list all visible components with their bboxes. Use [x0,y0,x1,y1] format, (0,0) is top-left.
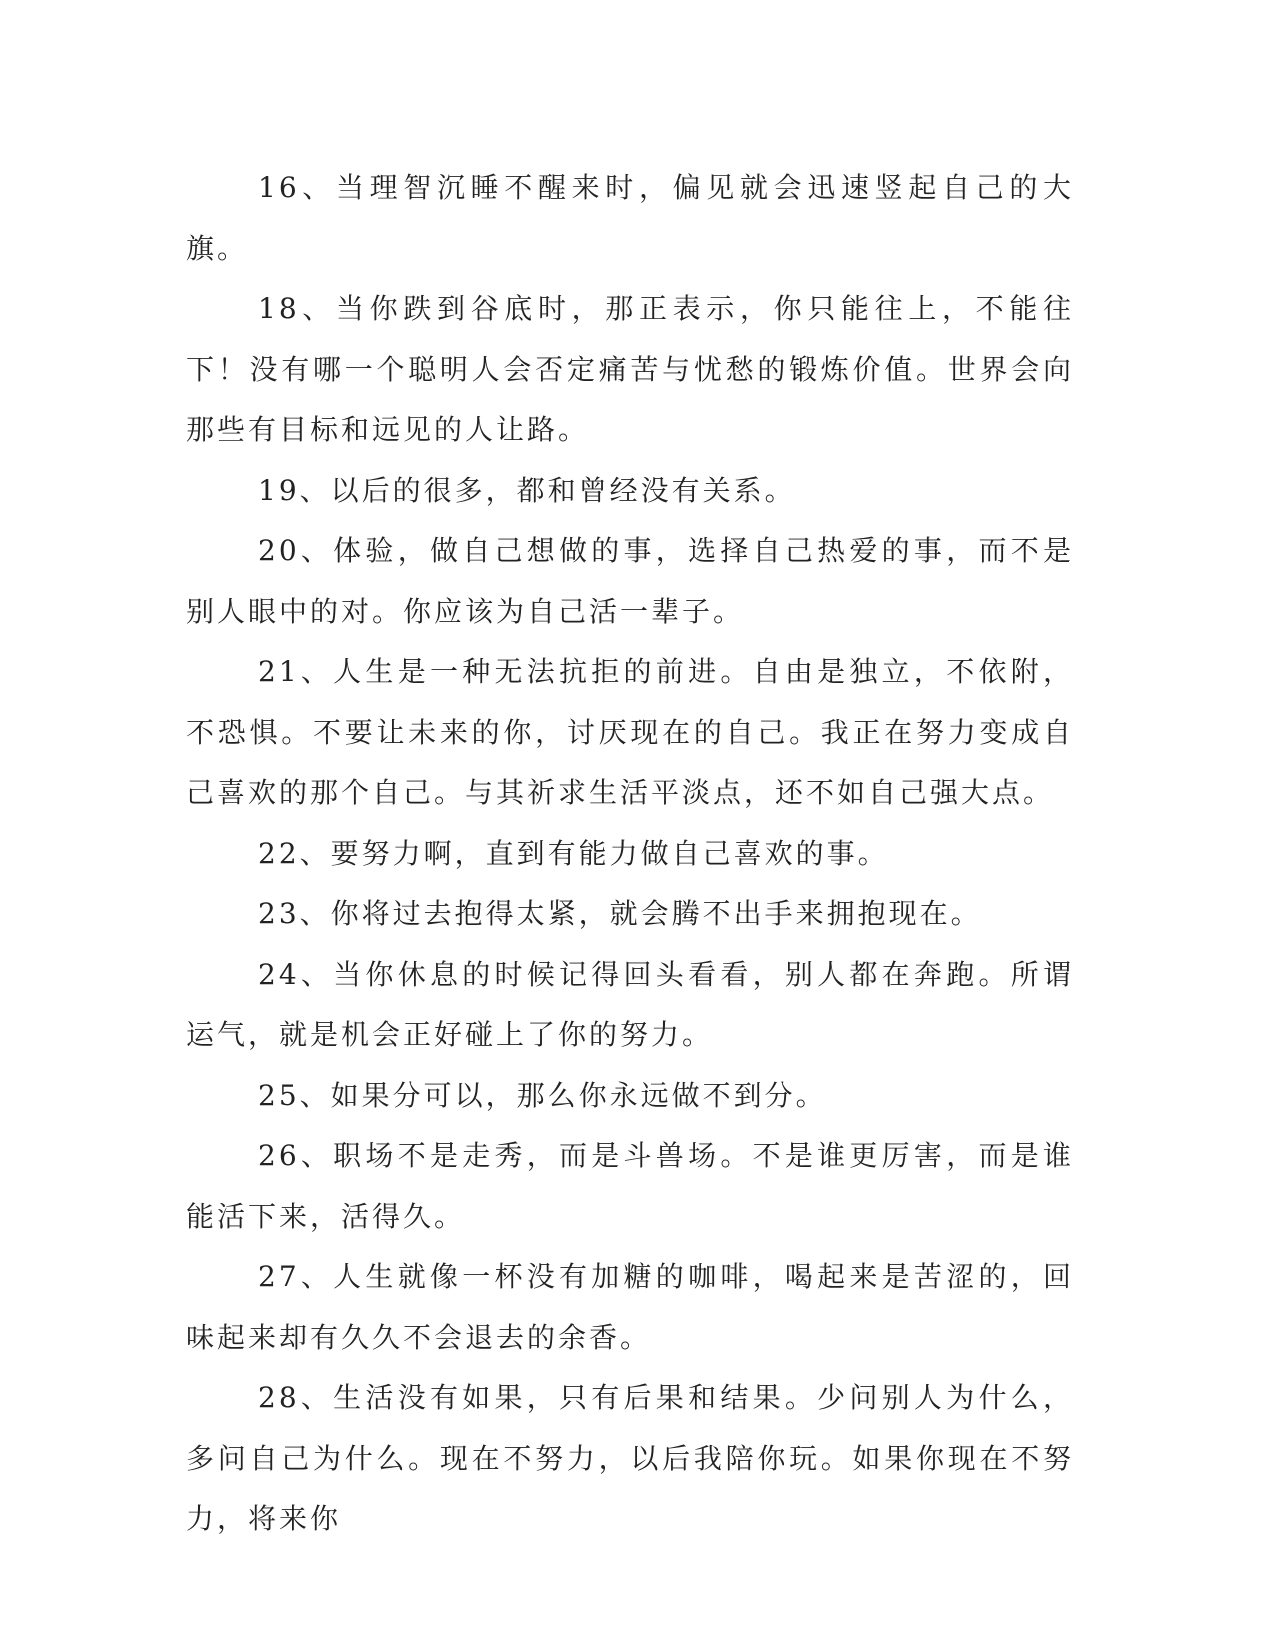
paragraph-23: 23、你将过去抱得太紧，就会腾不出手来拥抱现在。 [258,897,982,930]
paragraph-25: 25、如果分可以，那么你永远做不到分。 [258,1078,827,1112]
paragraph-21: 21、人生是一种无法抗拒的前进。自由是独立，不依附，不恐惧。不要让未来的你，讨厌现在的自己。我正在努力变成自己喜欢的那个自己。与其祈求生活平淡点，还不如自己强大点。 [186,655,1074,809]
paragraph-18: 18、当你跌到谷底时，那正表示，你只能往上，不能往下！没有哪一个聪明人会否定痛苦与忧愁的锻炼价值。世界会向那些有目标和远见的人让路。 [186,292,1074,446]
paragraph-22: 22、要努力啊，直到有能力做自己喜欢的事。 [258,836,889,870]
paragraph-24: 24、当你休息的时候记得回头看看，别人都在奔跑。所谓运气，就是机会正好碰上了你的努力。 [186,957,1074,1051]
document-body [186,158,1074,1550]
paragraph-20: 20、体验，做自己想做的事，选择自己热爱的事，而不是别人眼中的对。你应该为自己活一辈子。 [186,534,1074,628]
paragraph-27: 27、人生就像一杯没有加糖的咖啡，喝起来是苦涩的，回味起来却有久久不会退去的余香。 [186,1260,1074,1354]
paragraph-16: 16、当理智沉睡不醒来时，偏见就会迅速竖起自己的大旗。 [186,171,1074,265]
paragraph-19: 19、以后的很多，都和曾经没有关系。 [258,473,796,507]
paragraph-28: 28、生活没有如果，只有后果和结果。少问别人为什么，多问自己为什么。现在不努力，以后我陪你玩。如果你现在不努力，将来你 [186,1381,1074,1535]
paragraph-26: 26、职场不是走秀，而是斗兽场。不是谁更厉害，而是谁能活下来，活得久。 [186,1139,1074,1233]
